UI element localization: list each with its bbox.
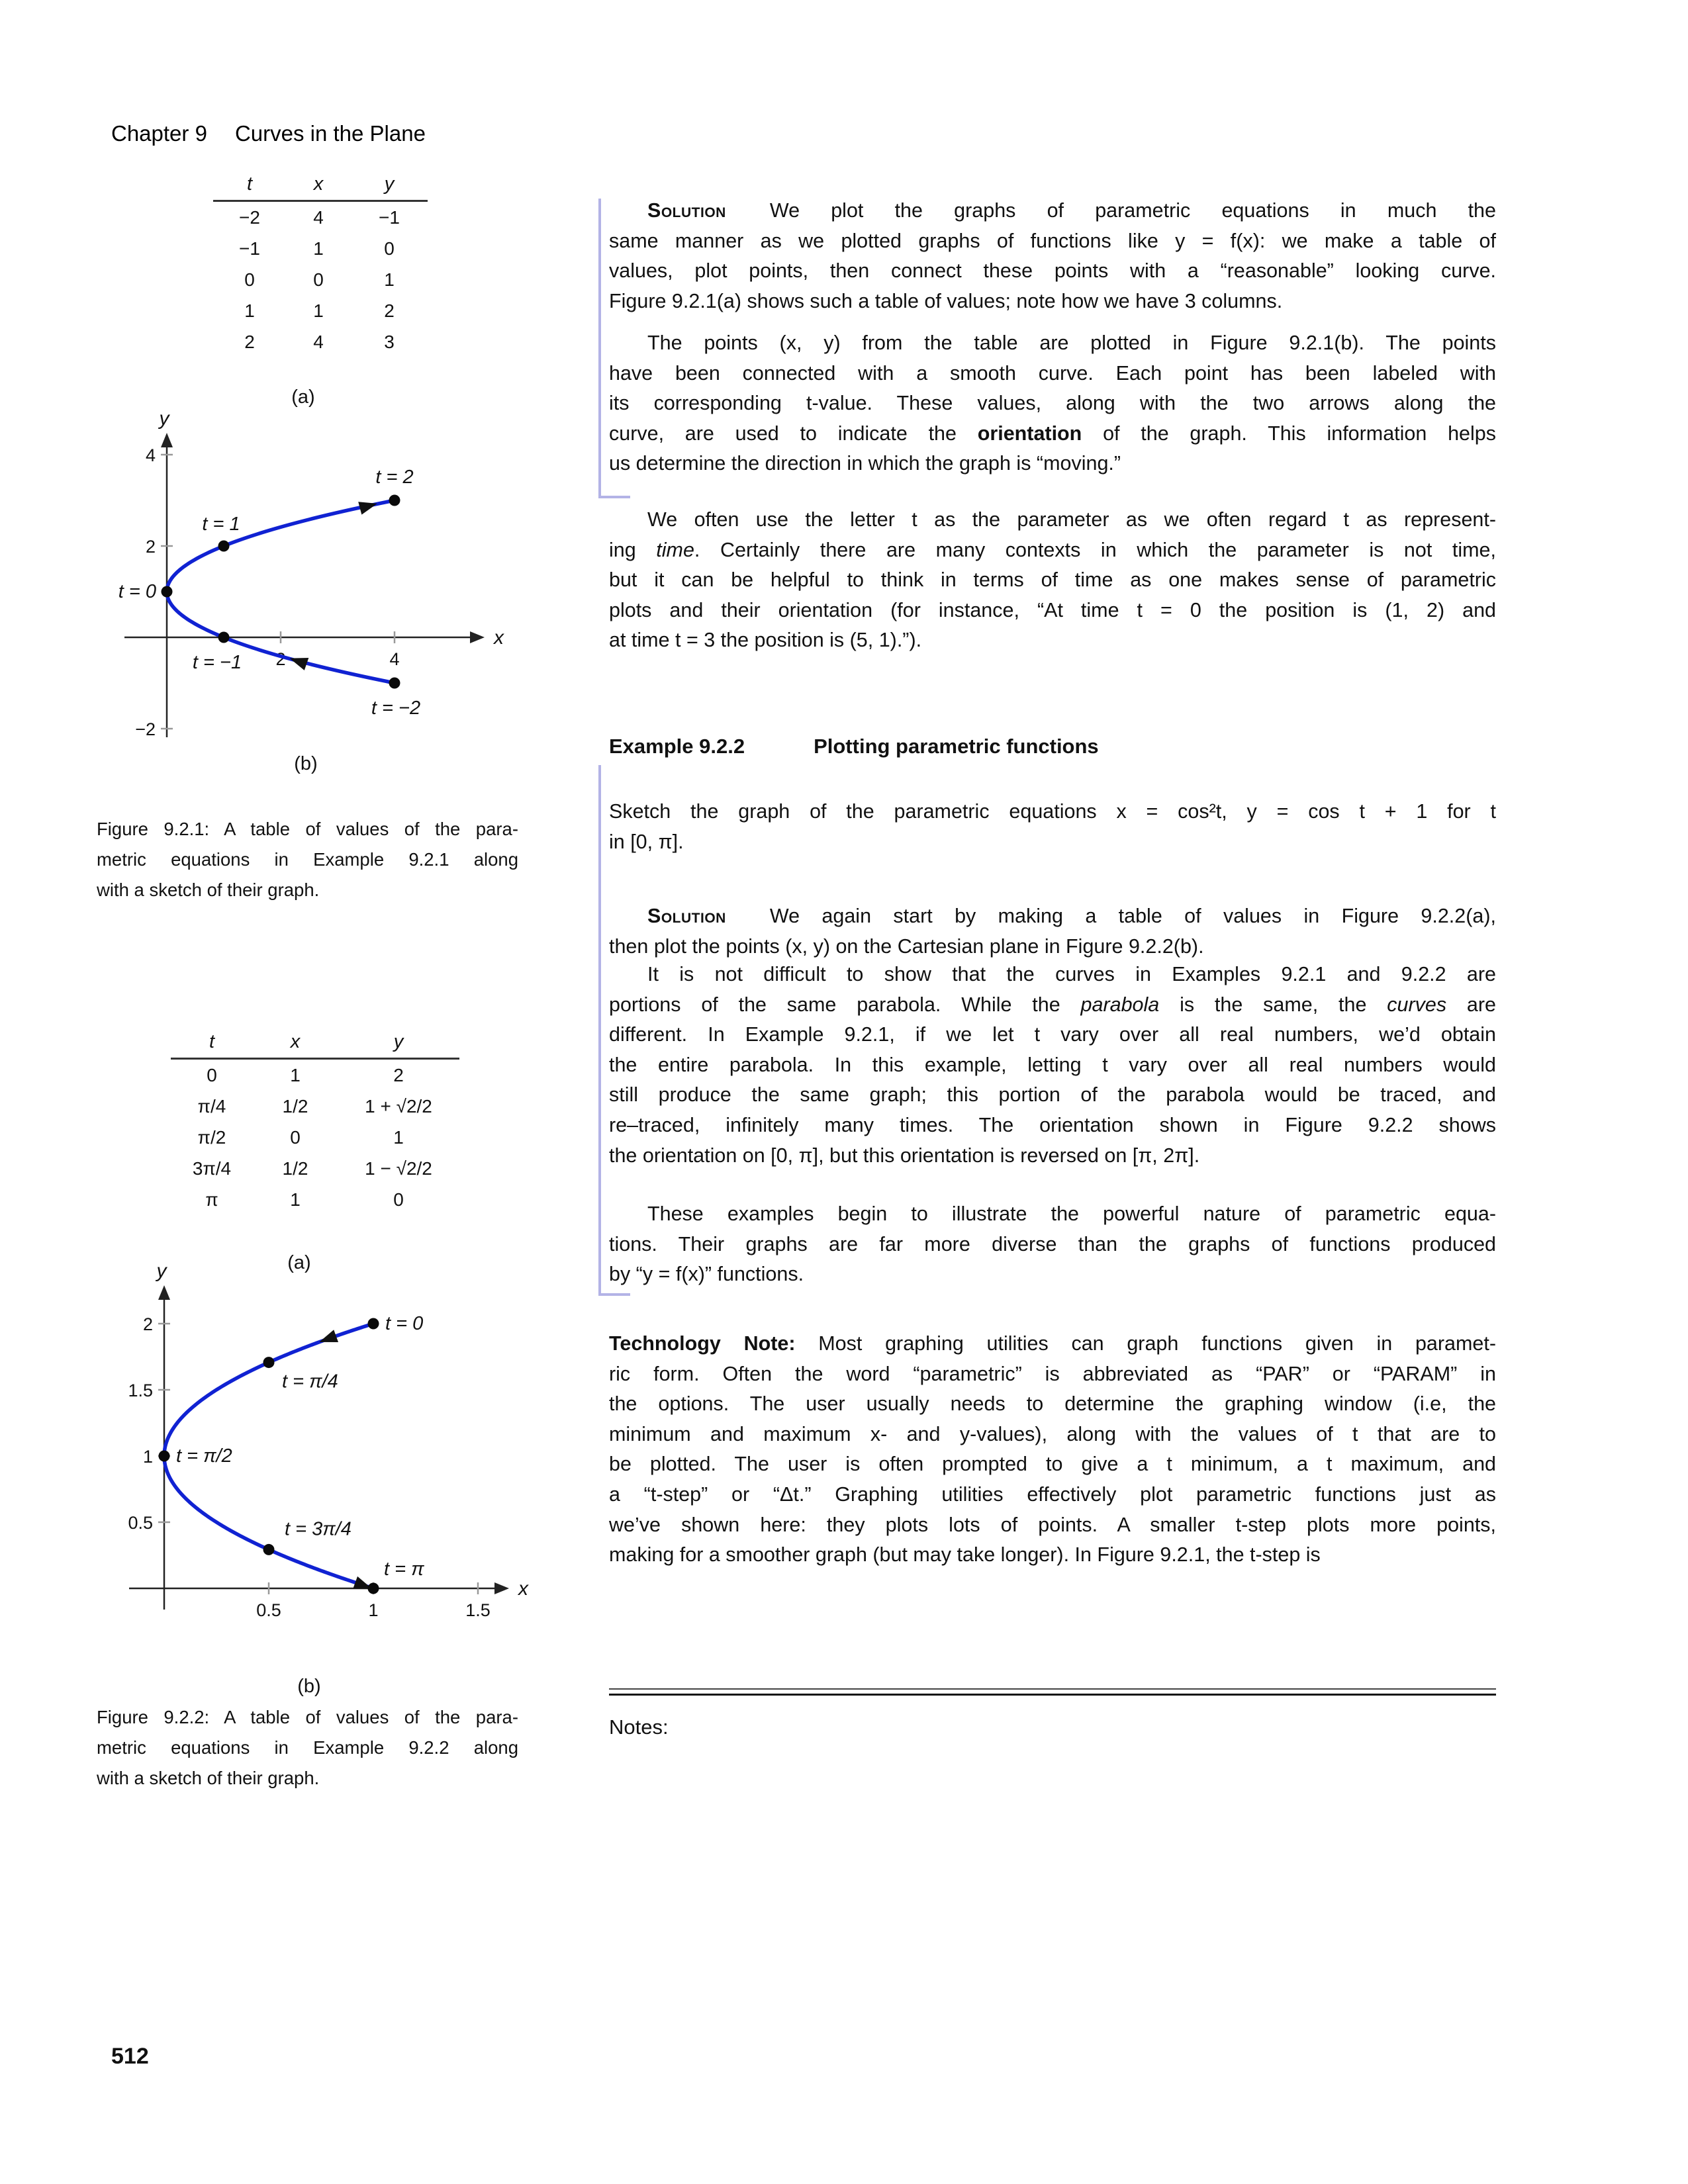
figure-921-caption (97, 814, 518, 905)
figure-921b-label: (b) (294, 753, 318, 774)
y-tick-label: 4 (145, 445, 156, 465)
data-point (263, 1544, 275, 1555)
table-row: 0 0 1 (244, 269, 395, 290)
text-line: metric equations in Example 9.2.1 along (97, 849, 518, 870)
x-tick-label: 1 (368, 1600, 379, 1620)
chapter-title: Curves in the Plane (234, 121, 426, 146)
parametric-power-paragraph (609, 1199, 1496, 1290)
data-point (368, 1583, 379, 1594)
point-label: t = π/2 (176, 1445, 232, 1467)
text-line: Technology Note: Most graphing utilities can graph functions given in paramet- (609, 1332, 1497, 1355)
text-line: ing time. Certainly there are many contexts in which the parameter is not time, (609, 538, 1496, 561)
text-line: still produce the same graph; this portion of the parabola would be traced, and (609, 1083, 1496, 1107)
table-header-row (213, 173, 428, 201)
x-axis-label: x (518, 1578, 528, 1600)
x-axis-arrow (494, 1582, 509, 1594)
data-point (162, 586, 173, 598)
data-point (389, 495, 400, 506)
text-line: portions of the same parabola. While the parabola is the same, the curves are (609, 993, 1496, 1016)
point-label: t = −2 (371, 698, 421, 719)
table-row: π/4 1/2 1 + √2/2 (197, 1095, 432, 1116)
solution-bracket-foot (598, 496, 630, 498)
example-number: Example 9.2.2 (609, 735, 745, 758)
text-line: same manner as we plotted graphs of functions like y = f(x): we make a table of (609, 229, 1496, 252)
x-tick-label: 0.5 (256, 1600, 281, 1620)
col-header-x: x (286, 173, 351, 201)
text-line: making for a smoother graph (but may take longer). In Figure 9.2.1, the t-step is (609, 1543, 1321, 1567)
point-label: t = π/4 (282, 1371, 338, 1392)
text-line: with a sketch of their graph. (97, 1768, 320, 1788)
y-tick-label: 1.5 (128, 1381, 153, 1400)
text-line: be plotted. The user is often prompted to give a t minimum, a t maximum, and (609, 1453, 1496, 1476)
text-line: metric equations in Example 9.2.2 along (97, 1737, 518, 1758)
table-row: 2 4 3 (244, 331, 395, 352)
solution-bracket-rule (598, 765, 601, 1296)
y-tick-label: 2 (145, 537, 156, 557)
text-line: tions. Their graphs are far more diverse than the graphs of functions produced (609, 1232, 1496, 1255)
text-line: minimum and maximum x- and y-values), along with the values of t that are to (609, 1422, 1496, 1445)
y-tick-label: −2 (135, 719, 156, 739)
y-axis-label: y (159, 408, 169, 430)
text-line: we’ve shown here: they plots lots of points. A smaller t-step plots more points, (609, 1513, 1496, 1536)
data-point (263, 1357, 275, 1368)
data-point (368, 1318, 379, 1330)
x-tick-label: 2 (275, 649, 286, 669)
table-header-row (171, 1031, 459, 1059)
y-tick-label: 1 (142, 1447, 153, 1467)
text-line: us determine the direction in which the graph is “moving.” (609, 452, 1121, 475)
y-tick-label: 0.5 (128, 1513, 153, 1533)
table-row: π 1 0 (205, 1189, 404, 1210)
point-label: t = −1 (192, 652, 242, 673)
page-number: 512 (111, 2044, 149, 2069)
y-axis-arrow (158, 1285, 170, 1300)
table-row: 3π/4 1/2 1 − √2/2 (192, 1158, 432, 1179)
chapter-running-head (111, 121, 426, 146)
text-line: then plot the points (x, y) on the Cartesian plane in Figure 9.2.2(b). (609, 934, 1204, 958)
text-line: Figure 9.2.1: A table of values of the para- (97, 819, 518, 839)
example-heading (609, 735, 1099, 758)
text-line: curve, are used to indicate the orientation of the graph. This information helps (609, 422, 1496, 445)
text-line: have been connected with a smooth curve. Each point has been labeled with (609, 361, 1496, 385)
figure-922b-graph (119, 1260, 549, 1645)
solution1-paragraph2 (609, 328, 1496, 479)
point-label: t = 2 (375, 467, 414, 488)
point-label: t = 1 (202, 514, 240, 535)
solution2-paragraph (609, 901, 1496, 962)
example-body (609, 797, 1496, 857)
point-label: t = 0 (385, 1313, 424, 1334)
notes-rule-bottom (609, 1694, 1496, 1696)
chapter-number: Chapter 9 (111, 121, 207, 146)
example-title: Plotting parametric functions (814, 735, 1099, 758)
text-line: the orientation on [0, π], but this orientation is reversed on [π, 2π]. (609, 1144, 1200, 1167)
table-row: −2 4 −1 (239, 206, 400, 228)
text-line: the entire parabola. In this example, letting t vary over all real numbers would (609, 1053, 1496, 1076)
orientation-arrow (287, 652, 308, 670)
text-line: re–traced, infinitely many times. The orientation shown in Figure 9.2.2 shows (609, 1113, 1496, 1136)
col-header-t: t (171, 1031, 253, 1059)
solution-bracket-rule (598, 199, 601, 498)
x-tick-label: 1.5 (465, 1600, 491, 1620)
text-line: ric form. Often the word “parametric” is abbreviated as “PAR” or “PARAM” in (609, 1362, 1496, 1385)
text-line: a “t-step” or “Δt.” Graphing utilities effectively plot parametric functions just as (609, 1482, 1496, 1506)
text-line: at time t = 3 the position is (5, 1).”). (609, 629, 922, 652)
parameter-time-paragraph (609, 505, 1496, 656)
y-tick-label: 2 (142, 1314, 153, 1334)
text-line: We often use the letter t as the parameter as we often regard t as represent- (647, 508, 1496, 531)
data-point (218, 541, 230, 552)
text-line: Figure 9.2.1(a) shows such a table of values; note how we have 3 columns. (609, 289, 1283, 312)
figure-921a-label: (a) (291, 387, 315, 408)
text-line: by “y = f(x)” functions. (609, 1263, 804, 1286)
orientation-arrow (317, 1330, 338, 1348)
text-line: It is not difficult to show that the curves in Examples 9.2.1 and 9.2.2 are (647, 963, 1496, 985)
col-header-y: y (338, 1031, 459, 1059)
figure-921-table (213, 173, 428, 357)
solution2-paragraph2 (609, 960, 1496, 1171)
table-row: 1 1 2 (244, 300, 395, 321)
text-line: Solution We plot the graphs of parametric equations in much the (647, 199, 1496, 222)
notes-rule-top (609, 1688, 1496, 1690)
table-row: −1 1 0 (239, 238, 395, 259)
text-line: but it can be helpful to think in terms of time as one makes sense of parametric (609, 569, 1496, 592)
text-line: plots and their orientation (for instance, “At time t = 0 the position is (1, 2) and (609, 598, 1496, 621)
x-axis-arrow (470, 631, 485, 643)
figure-922b-label: (b) (297, 1676, 321, 1697)
text-line: Sketch the graph of the parametric equations x = cos²t, y = cos t + 1 for t (609, 800, 1496, 823)
table-row: π/2 0 1 (197, 1126, 404, 1148)
figure-921b-graph (113, 408, 516, 786)
y-axis-arrow (161, 433, 173, 447)
x-tick-label: 4 (389, 649, 400, 669)
col-header-x: x (253, 1031, 338, 1059)
text-line: in [0, π]. (609, 830, 684, 853)
point-label: t = 0 (118, 581, 156, 602)
table-row: 0 1 2 (207, 1064, 404, 1085)
figure-922a-label: (a) (287, 1252, 311, 1273)
text-line: Figure 9.2.2: A table of values of the para- (97, 1707, 518, 1727)
text-line: the options. The user usually needs to determine the graphing window (i.e, the (609, 1392, 1496, 1416)
y-axis-label: y (156, 1260, 167, 1282)
text-line: Solution We again start by making a table of values in Figure 9.2.2(a), (647, 905, 1496, 927)
text-line: its corresponding t-value. These values, along with the two arrows along the (609, 392, 1496, 415)
technology-note-paragraph (609, 1329, 1496, 1570)
text-line: with a sketch of their graph. (97, 880, 320, 900)
figure-922-table (171, 1031, 459, 1215)
col-header-y: y (351, 173, 428, 201)
col-header-t: t (213, 173, 286, 201)
text-line: The points (x, y) from the table are plotted in Figure 9.2.1(b). The points (647, 332, 1496, 354)
point-label: t = π (384, 1559, 424, 1580)
figure-922-caption (97, 1702, 518, 1794)
text-line: values, plot points, then connect these points with a “reasonable” looking curve. (609, 259, 1496, 283)
point-label: t = 3π/4 (285, 1518, 352, 1540)
notes-label: Notes: (609, 1715, 669, 1739)
solution1-paragraph (609, 196, 1496, 316)
x-axis-label: x (494, 627, 504, 649)
solution-bracket-foot (598, 1293, 630, 1296)
data-point (389, 678, 400, 689)
text-line: different. In Example 9.2.1, if we let t vary over all real numbers, we’d obtain (609, 1023, 1496, 1046)
data-point (218, 632, 230, 643)
data-point (159, 1451, 170, 1462)
text-line: These examples begin to illustrate the powerful nature of parametric equa- (647, 1203, 1496, 1225)
